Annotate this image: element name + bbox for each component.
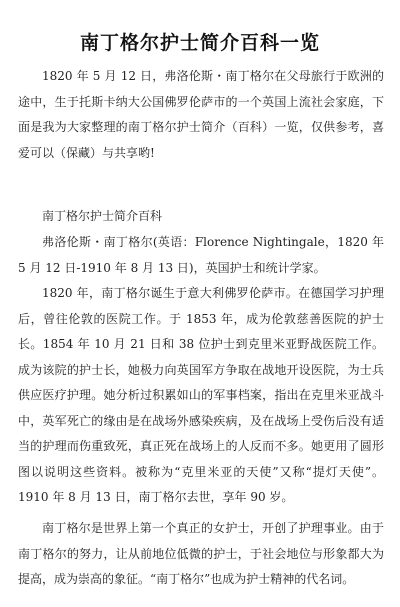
document-title: 南丁格尔护士简介百科一览 — [79, 32, 320, 54]
biography-paragraph: 1820 年，南丁格尔诞生于意大利佛罗伦萨市。在德国学习护理后，曾往伦敦的医院工作。于 1853 年，成为伦敦慈善医院的护士长。1854 年 10 月 21 日和 38 位护士到克里米亚野战医院工作。成为该院的护士长，她极力向英国军方争取在战地开设医院，为士兵供应医疗护理。她分析过积累如山的军事档案，指出在克里米亚战斗中，英军死亡的缘由是在战场外感染疾病，及在战场上受伤后没有适当的护理而伤重致死，真正死在战场上的人反而不多。她更用了圆形图以说明这些资料。被称为“克里米亚的天使”又称“提灯天使”。1910 年 8 月 13 日，南丁格尔去世，享年 90 岁。 — [18, 286, 384, 504]
legacy-paragraph: 南丁格尔是世界上第一个真正的女护士，开创了护理事业。由于南丁格尔的努力，让从前地位低微的护士，于社会地位与形象都大为提高，成为崇高的象征。“南丁格尔”也成为护士精神的代名词。 — [18, 521, 384, 586]
section-heading: 南丁格尔护士简介百科 — [42, 209, 163, 223]
name-paragraph: 弗洛伦斯・南丁格尔(英语：Florence Nightingale，1820 年 5 月 12 日-1910 年 8 月 13 日)，英国护士和统计学家。 — [18, 235, 384, 275]
intro-paragraph: 1820 年 5 月 12 日，弗洛伦斯・南丁格尔在父母旅行于欧洲的途中，生于托斯卡纳大公国佛罗伦萨市的一个英国上流社会家庭，下面是我为大家整理的南丁格尔护士简介（百科）一览，仅供参考，喜爱可以（保藏）与共享哟! — [18, 69, 384, 160]
